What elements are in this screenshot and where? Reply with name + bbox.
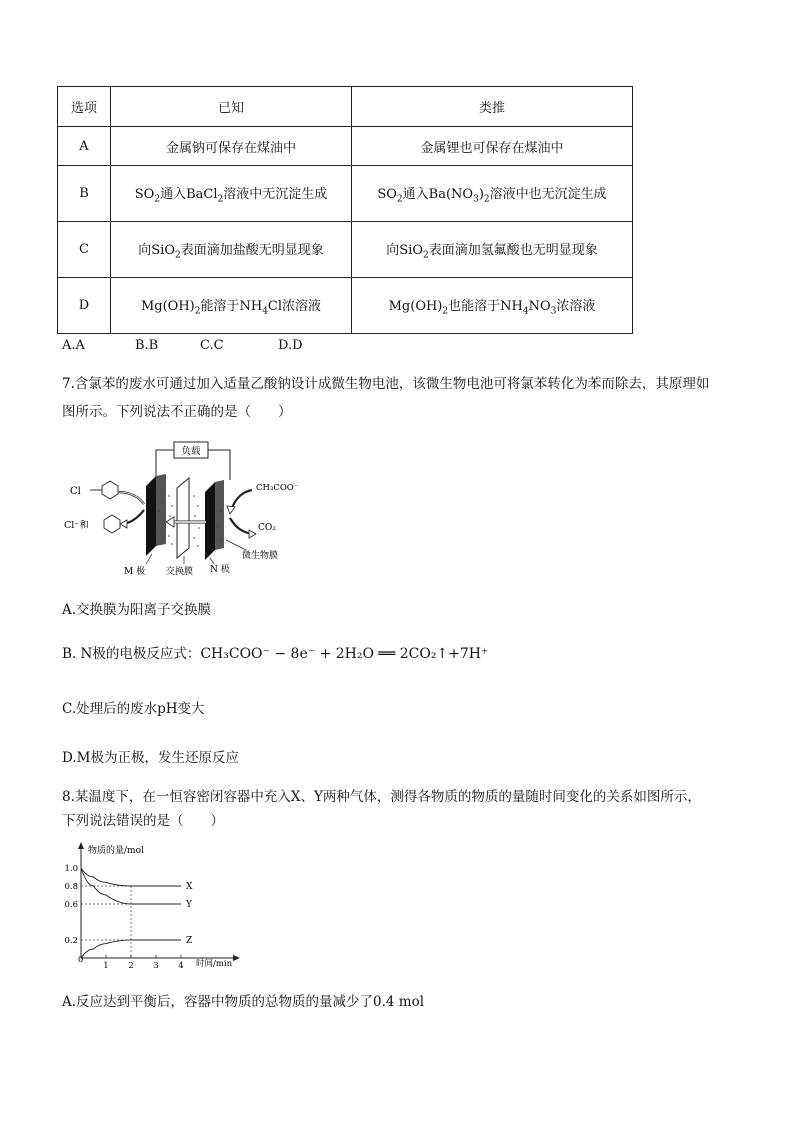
chlorobenzene-label: Cl (70, 486, 81, 497)
q7-option-d: D.M极为正极，发生还原反应 (62, 750, 239, 766)
co2-label: CO₂ (258, 523, 276, 533)
q7-option-a: A.交换膜为阳离子交换膜 (62, 602, 212, 618)
membrane-label: 交换膜 (166, 567, 194, 576)
series-label-x: X (186, 882, 193, 892)
microbial-cell-diagram (60, 436, 310, 576)
option-a: A.A (62, 338, 85, 353)
amount-vs-time-chart (60, 840, 250, 970)
row-known: $SO_2$通入BaCl$_2$溶液中无沉淀生成 (111, 166, 352, 222)
x-tick-label: 3 (153, 961, 159, 970)
table-row (58, 278, 633, 334)
header-known: 已知 (111, 87, 352, 127)
option-b: B.B (135, 338, 159, 353)
options-table (57, 86, 633, 334)
row-analogy: 向SiO$_2$表面滴加氢氟酸也无明显现象 (352, 222, 633, 278)
row-known: 向SiO$_2$表面滴加盐酸无明显现象 (111, 222, 352, 278)
chloride-benzene-label: Cl⁻和 (64, 520, 89, 531)
y-tick-label: 1.0 (64, 864, 78, 874)
n-pole-label: N 极 (210, 565, 230, 575)
m-electrode (146, 476, 156, 556)
benzene-ring-icon (104, 515, 120, 533)
y-axis-label: 物质的量/mol (88, 846, 144, 856)
row-analogy: $Mg(OH)_2$也能溶于$NH_4NO_3$浓溶液 (352, 278, 633, 334)
q7-stem-line1: 7.含氯苯的废水可通过加入适量乙酸钠设计成微生物电池，该微生物电池可将氯苯转化为苯而除去，其原理如 (62, 376, 710, 392)
q7-stem-line2: 图所示。下列说法不正确的是（ ） (62, 404, 292, 420)
q7-option-b (62, 642, 488, 662)
x-tick-label: 4 (178, 961, 184, 970)
q6-options (62, 338, 362, 354)
q8-option-a: A.反应达到平衡后，容器中物质的总物质的量减少了0.4 mol (62, 994, 425, 1010)
x-tick-label: 2 (128, 961, 134, 970)
series-line-x (81, 868, 181, 886)
row-known: $Mg(OH)_2$能溶于$NH_4Cl$浓溶液 (111, 278, 352, 334)
y-tick-label: 0.6 (64, 900, 78, 910)
q8-stem-line2: 下列说法错误的是（ ） (62, 813, 224, 829)
row-option: D (58, 278, 111, 334)
row-option: B (58, 166, 111, 222)
m-pole-label: M 极 (124, 567, 146, 576)
row-analogy: 金属锂也可保存在煤油中 (352, 127, 633, 166)
q7-option-c: C.处理后的废水pH变大 (62, 701, 205, 717)
series-label-y: Y (186, 900, 192, 910)
option-d: D.D (278, 338, 303, 353)
table-row (58, 222, 633, 278)
option-c: C.C (200, 338, 224, 353)
x-axis-label: 时间/min (196, 959, 233, 969)
origin-label: 0 (78, 955, 84, 965)
row-analogy: $SO_2$通入$Ba(NO_3)_2$溶液中也无沉淀生成 (352, 166, 633, 222)
exchange-membrane (177, 478, 189, 558)
table-row (58, 127, 633, 166)
acetate-label: CH₃COO⁻ (256, 483, 299, 493)
row-option: A (58, 127, 111, 166)
chlorobenzene-ring-icon (102, 481, 118, 499)
y-tick-label: 0.8 (64, 882, 78, 892)
q8-stem-line1: 8.某温度下，在一恒容密闭容器中充入X、Y两种气体，测得各物质的物质的量随时间变化的关系如图所示， (62, 789, 701, 805)
row-known: 金属钠可保存在煤油中 (111, 127, 352, 166)
y-tick-label: 0.2 (64, 936, 78, 946)
n-electrode (205, 482, 215, 560)
header-option: 选项 (58, 87, 111, 127)
load-label: 负载 (181, 446, 201, 457)
q7-option-b-equation: CH₃COO⁻ − 8e⁻ + 2H₂O ══ 2CO₂↑+7H⁺ (200, 646, 489, 662)
row-option: C (58, 222, 111, 278)
header-analogy: 类推 (352, 87, 633, 127)
table-row (58, 166, 633, 222)
series-label-z: Z (186, 936, 193, 946)
biofilm-label: 微生物膜 (242, 551, 279, 561)
q7-option-b-label: B. N极的电极反应式： (62, 646, 201, 662)
x-tick-label: 1 (103, 961, 109, 970)
